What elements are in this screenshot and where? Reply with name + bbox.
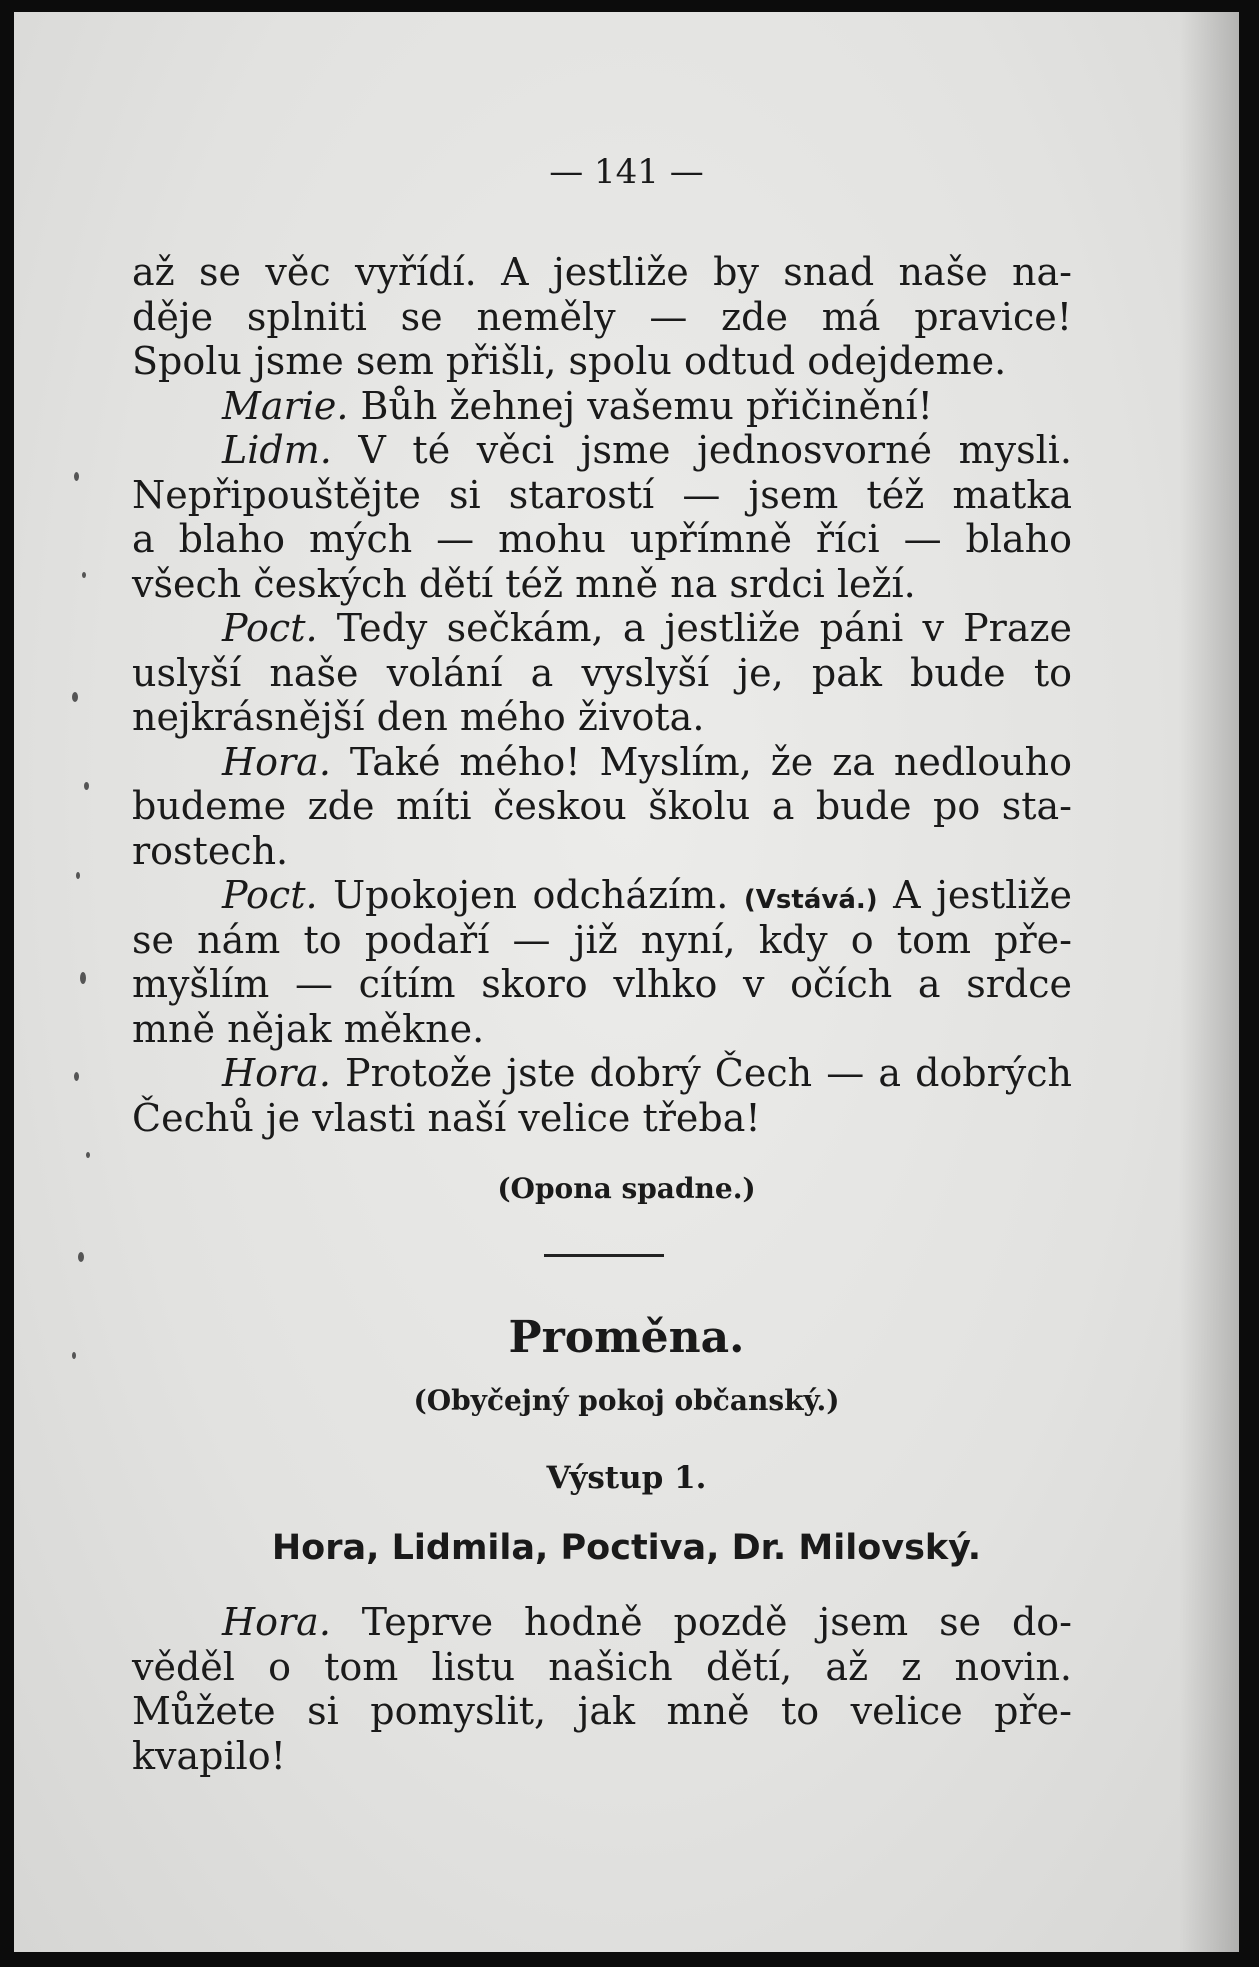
text-line	[132, 1600, 1072, 1645]
speaker-name: Lidm.	[222, 428, 332, 472]
line-text: Protože jste dobrý Čech — a dobrých	[330, 1051, 1072, 1095]
line-text: budeme zde míti českou školu a bude po sta-	[132, 784, 1072, 828]
stage-direction: (Opona spadne.)	[497, 1172, 756, 1205]
line-text: Můžete si pomyslit, jak mně to velice pře-	[132, 1689, 1072, 1733]
margin-specks	[64, 452, 124, 1452]
line-text: rostech.	[132, 828, 289, 873]
page-number: — 141 —	[549, 152, 704, 192]
speaker-name: Hora.	[222, 739, 331, 784]
text-line	[132, 1096, 1072, 1141]
text-line	[132, 962, 1072, 1007]
page-shadow	[1179, 12, 1239, 1952]
line-text: Upokojen odcházím.	[317, 873, 744, 917]
line-text: myšlím — cítím skoro vlhko v očích a srdce	[132, 962, 1072, 1006]
line-text: mně nějak měkne.	[132, 1006, 485, 1051]
dialogue-block-2	[132, 1600, 1072, 1778]
text-line	[132, 295, 1072, 340]
line-text: Nepřipouštějte si starostí — jsem též matka	[132, 472, 1072, 517]
text-line	[132, 651, 1072, 696]
scene-heading: Proměna.	[508, 1312, 745, 1363]
text-line	[132, 1645, 1072, 1690]
scene-setting: (Obyčejný pokoj občanský.)	[413, 1384, 840, 1417]
text-line	[132, 339, 1072, 384]
text-line	[132, 695, 1072, 740]
line-text: věděl o tom listu našich dětí, až z novin.	[132, 1644, 1072, 1689]
text-line	[132, 1689, 1072, 1734]
line-text: a blaho mých — mohu upřímně říci — blaho	[132, 517, 1072, 561]
line-text: všech českých dětí též mně na srdci leží.	[132, 561, 916, 606]
line-text: Tedy sečkám, a jestliže páni v Praze	[317, 606, 1072, 650]
line-text-after: A jestliže	[877, 873, 1072, 917]
text-line	[132, 784, 1072, 829]
speaker-name: Marie.	[222, 383, 349, 428]
line-text: nejkrásnější den mého života.	[132, 695, 705, 739]
text-line	[132, 473, 1072, 518]
text-line	[132, 384, 1072, 429]
text-line	[132, 517, 1072, 562]
text-line	[132, 873, 1072, 918]
section-divider	[544, 1254, 664, 1257]
line-text: Spolu jsme sem přišli, spolu odtud odejdeme.	[132, 339, 1007, 383]
book-page	[14, 12, 1239, 1952]
character-list: Hora, Lidmila, Poctiva, Dr. Milovský.	[271, 1528, 982, 1568]
text-line	[132, 428, 1072, 473]
text-line	[132, 1051, 1072, 1096]
line-text: se nám to podaří — již nyní, kdy o tom pře-	[132, 917, 1072, 962]
text-line	[132, 740, 1072, 785]
line-text: Bůh žehnej vašemu přičinění!	[348, 383, 933, 428]
dialogue-block	[132, 250, 1072, 1140]
text-line	[132, 918, 1072, 963]
speaker-name: Hora.	[222, 1600, 331, 1644]
text-line	[132, 606, 1072, 651]
stage-direction-inline: (Vstává.)	[743, 885, 878, 915]
line-text: kvapilo!	[132, 1733, 286, 1778]
speaker-name: Poct.	[222, 873, 318, 917]
line-text: Také mého! Myslím, že za nedlouho	[330, 739, 1072, 784]
text-line	[132, 829, 1072, 874]
text-line	[132, 250, 1072, 295]
text-line	[132, 562, 1072, 607]
text-line	[132, 1007, 1072, 1052]
speaker-name: Hora.	[222, 1051, 331, 1095]
line-text: V té věci jsme jednosvorné mysli.	[331, 428, 1072, 472]
line-text: Čechů je vlasti naší velice třeba!	[132, 1095, 761, 1140]
line-text: uslyší naše volání a vyslyší je, pak bude to	[132, 650, 1072, 695]
act-heading: Výstup 1.	[546, 1460, 707, 1496]
line-text: děje splniti se neměly — zde má pravice!	[132, 294, 1072, 339]
speaker-name: Poct.	[222, 606, 318, 650]
text-line	[132, 1734, 1072, 1779]
line-text: Teprve hodně pozdě jsem se do-	[330, 1600, 1072, 1644]
line-text: až se věc vyřídí. A jestliže by snad naše na-	[132, 250, 1072, 294]
